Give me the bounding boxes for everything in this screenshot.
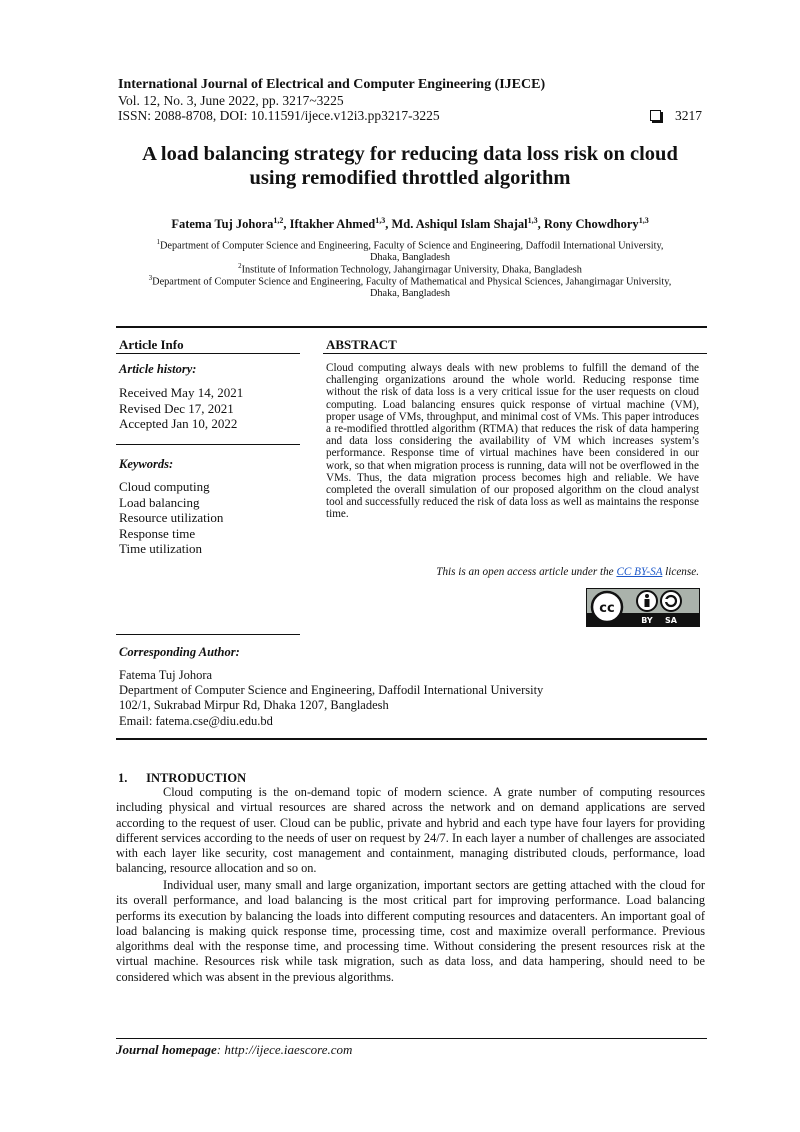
- author-sup: 1,3: [527, 216, 538, 225]
- volume-line: Vol. 12, No. 3, June 2022, pp. 3217~3225: [118, 93, 344, 108]
- history-rule: [116, 444, 300, 445]
- journal-homepage: [116, 1042, 352, 1058]
- author-sep: ,: [385, 217, 392, 232]
- keyword-item: Load balancing: [119, 495, 200, 510]
- badge-sa-label: SA: [665, 616, 677, 625]
- homepage-label: Journal homepage: [116, 1042, 217, 1057]
- author-name: Fatema Tuj Johora: [171, 217, 274, 232]
- corresponding-dept: Department of Computer Science and Engineering, Daffodil International University: [119, 683, 544, 697]
- cc-badge-graphic: [587, 589, 699, 626]
- author-sup: 1,3: [375, 216, 386, 225]
- affiliation-sup: 3: [148, 274, 153, 282]
- author-sup: 1,3: [638, 216, 649, 225]
- journal-name: International Journal of Electrical and Computer Engineering (IJECE): [118, 77, 546, 92]
- paper-title: [110, 142, 710, 190]
- article-info-heading: Article Info: [119, 337, 184, 352]
- intro-paragraph-1: Cloud computing is the on-demand topic of modern science. A grate number of computing resources including physical and virtual resources are shared across the network and on demand applications are served according to the request of user. Cloud can be public, private and hybrid and each type have four layers for providing different services according to the needs of user on request by 24/7. In each layer a number of challenges are associated with each layer like security, cost management and containment, managing distributed clouds, performance, load balancing, resource allocation and so on.: [116, 785, 705, 876]
- keyword-item: Response time: [119, 526, 196, 541]
- article-info-rule: [116, 353, 300, 354]
- affiliation-line: Department of Computer Science and Engineering, Faculty of Mathematical and Physical Sciences, Jahangirnagar University,: [152, 276, 672, 288]
- license-prefix: This is an open access article under the: [436, 566, 617, 578]
- license-link[interactable]: CC BY-SA: [616, 566, 663, 578]
- top-rule: [116, 326, 707, 328]
- page-number: 3217: [675, 108, 702, 123]
- keyword-item: Cloud computing: [119, 479, 210, 494]
- affiliation-line: Dhaka, Bangladesh: [369, 252, 451, 264]
- corresponding-email: Email: fatema.cse@diu.edu.bd: [119, 714, 273, 728]
- affiliation-line: Dhaka, Bangladesh: [369, 288, 451, 300]
- issn-line: ISSN: 2088-8708, DOI: 10.11591/ijece.v12i3.pp3217-3225: [118, 108, 440, 123]
- footer-rule: [116, 1038, 707, 1039]
- box-icon: [650, 110, 661, 121]
- title-line-2: using remodified throttled algorithm: [249, 167, 571, 189]
- bottom-rule: [116, 738, 707, 740]
- abstract-rule: [323, 353, 707, 354]
- license-line: [326, 566, 699, 578]
- cc-by-sa-badge: [586, 588, 700, 627]
- corresponding-name: Fatema Tuj Johora: [119, 668, 213, 682]
- history-received: Received May 14, 2021: [119, 385, 244, 400]
- keywords-rule: [116, 634, 300, 635]
- cc-icon: [592, 592, 622, 622]
- abstract-text: Cloud computing always deals with new problems to fulfill the demand of the challenging organizations around the whole world. Reducing response time without the risk of data loss is a very critical issue for the user requests on cloud computing. Load balancing ensures quick response of virtual machine (VM), proper usage of VMs, throughput, and minimal cost of VMs. This paper introduces a re-modified throttled algorithm (RTMA) that reduces the risk of data hampering and data loss considering the availability of VM which increases system’s performance. Response time of virtual machines have been considered in our work, so that when migration process is running, data will not be overflowed in the VMs. Thus, the data migration process becomes high and reliable. We have completed the overall simulation of our proposed algorithm on the cloud analyst tool and successfully reduced the risk of data loss as well as maintains the response time.: [326, 362, 699, 521]
- history-accepted: Accepted Jan 10, 2022: [119, 416, 238, 431]
- affiliation-sup: 1: [156, 238, 160, 246]
- author-sup: 1,2: [273, 216, 284, 225]
- author-name: Rony Chowdhory: [543, 217, 639, 232]
- history-revised: Revised Dec 17, 2021: [119, 401, 234, 416]
- author-list: [110, 216, 710, 232]
- author-name: Iftakher Ahmed: [289, 217, 376, 232]
- intro-paragraph-2: Individual user, many small and large organization, important sectors are getting attached with the cloud for its overall performance, and load balancing is the most critical part for improving performance. Load balancing performs its execution by balancing the loads into different computing resources and datacenters. An important goal of load balancing is making quick response time, processing time, cost and maximize overall performance. Previous algorithms deal with the response time, and processing time. Without considering the present resources risk at the virtual machine. Resources risk while task migration, such as data loss, and data hampering, should need to be considered which was absent in the previous algorithms.: [116, 878, 705, 984]
- badge-by-label: BY: [641, 616, 653, 625]
- license-suffix: license.: [662, 566, 699, 578]
- introduction-heading: 1. INTRODUCTION: [118, 771, 247, 785]
- keyword-item: Time utilization: [119, 541, 202, 556]
- abstract-heading: ABSTRACT: [326, 337, 397, 352]
- affiliation-line: Institute of Information Technology, Jahangirnagar University, Dhaka, Bangladesh: [241, 264, 582, 276]
- affiliation-3: [110, 272, 710, 300]
- svg-text:cc: cc: [599, 601, 615, 616]
- author-name: Md. Ashiqul Islam Shajal: [391, 217, 528, 232]
- title-line-1: A load balancing strategy for reducing data loss risk on cloud: [142, 143, 678, 165]
- keywords-heading: Keywords:: [119, 457, 174, 471]
- author-sep: ,: [283, 217, 290, 232]
- keyword-item: Resource utilization: [119, 510, 224, 525]
- corresponding-heading: Corresponding Author:: [119, 645, 240, 659]
- history-heading: Article history:: [119, 362, 197, 376]
- corresponding-address: 102/1, Sukrabad Mirpur Rd, Dhaka 1207, Bangladesh: [119, 698, 389, 712]
- affiliation-sup: 2: [238, 262, 242, 270]
- affiliation-line: Department of Computer Science and Engineering, Faculty of Science and Engineering, Daffodil International University,: [159, 240, 664, 252]
- by-person-icon: [637, 591, 657, 611]
- author-sep: ,: [537, 217, 544, 232]
- homepage-url[interactable]: : http://ijece.iaescore.com: [216, 1042, 353, 1057]
- sa-share-alike-icon: [661, 591, 681, 611]
